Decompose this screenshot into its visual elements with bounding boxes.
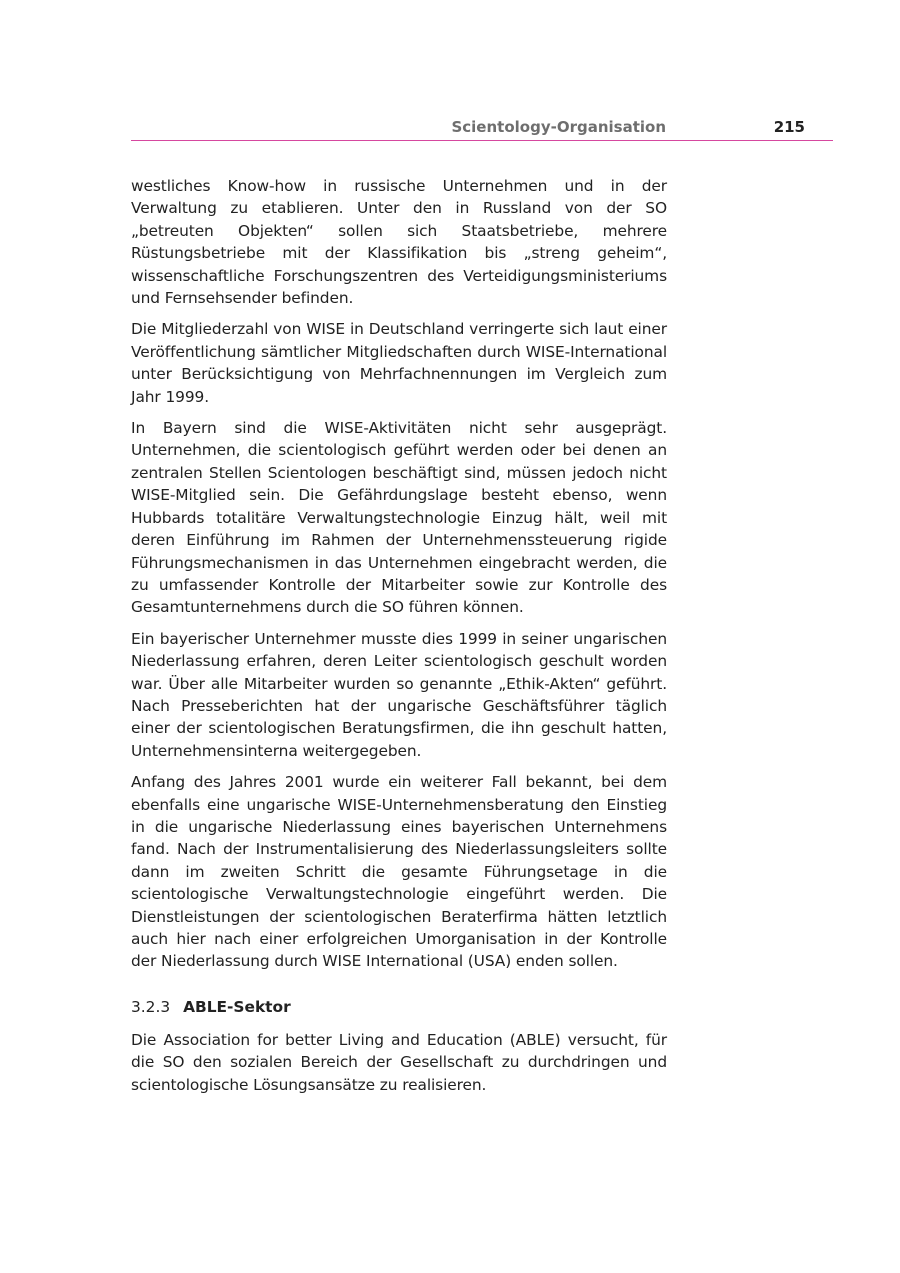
page-number: 215 <box>773 118 805 136</box>
section-heading <box>131 996 667 1018</box>
paragraph-5: Anfang des Jahres 2001 wurde ein weiterer Fall bekannt, bei dem ebenfalls eine ungarische WISE-Unternehmensberatung den Einstieg in die ungarische Niederlassung eines bayerischen Unternehmens fand. Nach der Instrumentalisierung des Niederlassungsleiters sollte dann im zweiten Schritt die gesamte Führungsetage in die scientologische Verwaltungstechnologie eingeführt werden. Die Dienstleistungen der scientologischen Beraterfirma hätten letztlich auch hier nach einer erfolgreichen Umorganisation in der Kontrolle der Niederlassung durch WISE International (USA) enden sollen. <box>131 773 667 971</box>
section-paragraph: Die Association for better Living and Education (ABLE) versucht, für die SO den sozialen Bereich der Gesellschaft zu durchdringen und scientologische Lösungsansätze zu realisieren. <box>131 1031 667 1094</box>
page-header <box>131 116 832 142</box>
section-title: ABLE-Sektor <box>183 998 291 1016</box>
paragraph-3: In Bayern sind die WISE-Aktivitäten nicht sehr ausgeprägt. Unternehmen, die scientologisch geführt werden oder bei denen an zentralen Stellen Scientologen beschäftigt sind, müssen jedoch nicht WISE-Mitglied sein. Die Gefährdungslage besteht ebenso, wenn Hubbards totalitäre Verwaltungstechnologie Einzug hält, weil mit deren Einführung im Rahmen der Unternehmenssteuerung rigide Führungsmechanismen in das Unternehmen eingebracht werden, die zu umfassender Kontrolle der Mitarbeiter sowie zur Kontrolle des Gesamtunternehmens durch die SO führen können. <box>131 419 667 617</box>
paragraph-4: Ein bayerischer Unternehmer musste dies 1999 in seiner ungarischen Niederlassung erfahren, deren Leiter scientologisch geschult worden war. Über alle Mitarbeiter wurden so genannte „Ethik-Akten“ geführt. Nach Presseberichten hat der ungarische Geschäftsführer täglich einer der scientologischen Beratungsfirmen, die ihn geschult hatten, Unternehmensinterna weitergegeben. <box>131 629 667 760</box>
header-rule <box>131 140 833 141</box>
main-text <box>131 175 667 982</box>
paragraph-1: westliches Know-how in russische Unternehmen und in der Verwaltung zu etablieren. Unter den in Russland von der SO „betreuten Objekten“ sollen sich Staatsbetriebe, mehrere Rüstungsbetriebe mit der Klassifikation bis „streng geheim“, wissenschaftliche Forschungszentren des Verteidigungsministeriums und Fernsehsender befinden. <box>131 177 667 308</box>
running-title: Scientology-Organisation <box>451 118 666 136</box>
paragraph-2: Die Mitgliederzahl von WISE in Deutschland verringerte sich laut einer Veröffentlichung sämtlicher Mitgliedschaften durch WISE-International unter Berücksichtigung von Mehrfachnennungen im Vergleich zum Jahr 1999. <box>131 320 667 406</box>
section-text <box>131 1029 667 1105</box>
section-number: 3.2.3 <box>131 998 171 1016</box>
